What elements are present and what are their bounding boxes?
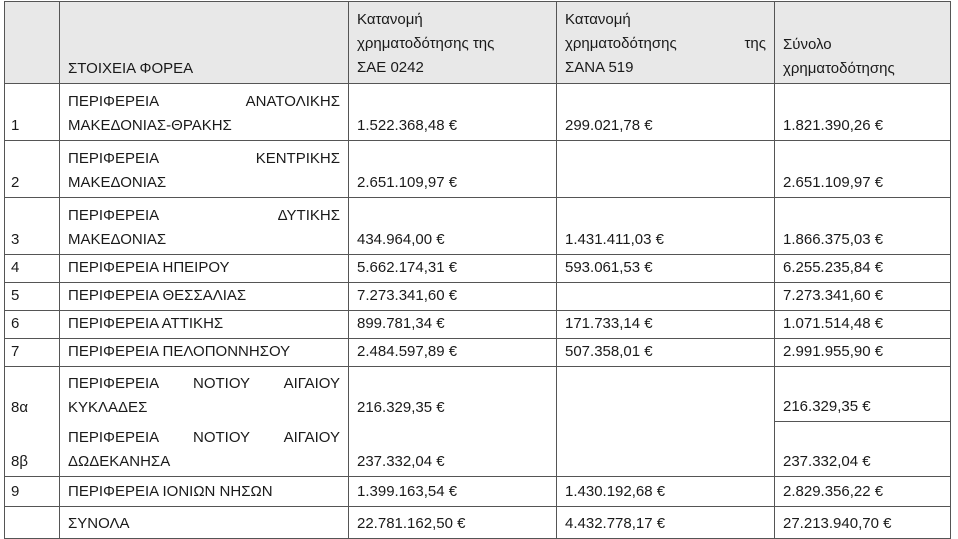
row-total: 1.866.375,03 €: [775, 198, 951, 255]
row-sana: 171.733,14 €: [557, 311, 775, 339]
row-entity: [60, 141, 349, 198]
header-index-cell: [5, 2, 60, 84]
header-total-line1: Σύνολο: [783, 36, 832, 53]
header-sae-line1: Κατανομή: [357, 11, 423, 28]
row-sae: 7.273.341,60 €: [349, 283, 557, 311]
row-sae: 216.329,35 €: [349, 367, 557, 422]
row-entity-line1: ΠΕΡΙΦΕΡΕΙΑ ΝΟΤΙΟΥ ΑΙΓΑΙΟΥ: [68, 374, 340, 392]
totals-label: ΣΥΝΟΛΑ: [60, 507, 349, 539]
totals-sana: 4.432.778,17 €: [557, 507, 775, 539]
row-entity: ΠΕΡΙΦΕΡΕΙΑ ΘΕΣΣΑΛΙΑΣ: [60, 283, 349, 311]
row-index: 5: [5, 283, 60, 311]
row-total: 1.821.390,26 €: [775, 84, 951, 141]
row-total: 6.255.235,84 €: [775, 255, 951, 283]
row-total: 2.651.109,97 €: [775, 141, 951, 198]
header-sana-line3: ΣΑΝΑ 519: [565, 59, 634, 76]
row-total: 237.332,04 €: [775, 422, 951, 477]
row-index: 8α: [5, 367, 60, 422]
row-entity: ΠΕΡΙΦΕΡΕΙΑ ΗΠΕΙΡΟΥ: [60, 255, 349, 283]
row-entity: [60, 198, 349, 255]
row-index: 7: [5, 339, 60, 367]
row-entity: ΠΕΡΙΦΕΡΕΙΑ ΙΟΝΙΩΝ ΝΗΣΩΝ: [60, 477, 349, 507]
row-entity: [60, 367, 349, 422]
row-total: 2.991.955,90 €: [775, 339, 951, 367]
table-row: [5, 367, 951, 422]
row-sae: 2.484.597,89 €: [349, 339, 557, 367]
row-entity-line2: ΚΥΚΛΑΔΕΣ: [68, 398, 148, 416]
row-index: 6: [5, 311, 60, 339]
header-row: [5, 2, 951, 84]
totals-sae: 22.781.162,50 €: [349, 507, 557, 539]
header-sae-line2: χρηματοδότησης της: [357, 35, 495, 52]
row-sae: 1.522.368,48 €: [349, 84, 557, 141]
totals-index-cell: [5, 507, 60, 539]
table-row: [5, 141, 951, 198]
row-entity-line2: ΜΑΚΕΔΟΝΙΑΣ: [68, 231, 167, 248]
table-row: [5, 311, 951, 339]
funding-table: [4, 1, 951, 539]
row-total: 216.329,35 €: [775, 367, 951, 422]
header-entity: ΣΤΟΙΧΕΙΑ ΦΟΡΕΑ: [60, 2, 349, 84]
row-sana: [557, 367, 775, 422]
header-sana-line1: Κατανομή: [565, 11, 631, 28]
row-sae: 899.781,34 €: [349, 311, 557, 339]
row-index: 2: [5, 141, 60, 198]
table-row: [5, 283, 951, 311]
row-entity: [60, 422, 349, 477]
header-sana-line2: χρηματοδότησης της: [565, 35, 766, 52]
row-sana: 507.358,01 €: [557, 339, 775, 367]
row-entity-line1: ΠΕΡΙΦΕΡΕΙΑ ΔΥΤΙΚΗΣ: [68, 207, 340, 224]
table-row: [5, 422, 951, 477]
table-row: [5, 477, 951, 507]
row-sana: 593.061,53 €: [557, 255, 775, 283]
row-sana: [557, 141, 775, 198]
row-entity-line1: ΠΕΡΙΦΕΡΕΙΑ ΝΟΤΙΟΥ ΑΙΓΑΙΟΥ: [68, 429, 340, 446]
table-row: [5, 198, 951, 255]
header-sana: [557, 2, 775, 84]
totals-total: 27.213.940,70 €: [775, 507, 951, 539]
row-index: 3: [5, 198, 60, 255]
row-index: 1: [5, 84, 60, 141]
row-sae: 237.332,04 €: [349, 422, 557, 477]
row-sae: 5.662.174,31 €: [349, 255, 557, 283]
header-total-line2: χρηματοδότησης: [783, 60, 895, 77]
header-total: [775, 2, 951, 84]
row-sae: 1.399.163,54 €: [349, 477, 557, 507]
row-sae: 2.651.109,97 €: [349, 141, 557, 198]
row-entity-line2: ΔΩΔΕΚΑΝΗΣΑ: [68, 453, 171, 470]
row-entity-line2: ΜΑΚΕΔΟΝΙΑΣ-ΘΡΑΚΗΣ: [68, 117, 232, 134]
row-index: 9: [5, 477, 60, 507]
row-index: 4: [5, 255, 60, 283]
row-sana: [557, 422, 775, 477]
row-entity: ΠΕΡΙΦΕΡΕΙΑ ΠΕΛΟΠΟΝΝΗΣΟΥ: [60, 339, 349, 367]
row-sae: 434.964,00 €: [349, 198, 557, 255]
table-row: [5, 255, 951, 283]
row-sana: 1.430.192,68 €: [557, 477, 775, 507]
totals-row: [5, 507, 951, 539]
row-total: 2.829.356,22 €: [775, 477, 951, 507]
row-sana: 299.021,78 €: [557, 84, 775, 141]
header-sae-line3: ΣΑΕ 0242: [357, 59, 424, 76]
table-row: [5, 339, 951, 367]
row-entity: [60, 84, 349, 141]
row-entity-line1: ΠΕΡΙΦΕΡΕΙΑ ΑΝΑΤΟΛΙΚΗΣ: [68, 93, 340, 110]
row-index: 8β: [5, 422, 60, 477]
row-sana: [557, 283, 775, 311]
row-total: 1.071.514,48 €: [775, 311, 951, 339]
row-sana: 1.431.411,03 €: [557, 198, 775, 255]
header-sae: [349, 2, 557, 84]
table-row: [5, 84, 951, 141]
row-total: 7.273.341,60 €: [775, 283, 951, 311]
row-entity-line1: ΠΕΡΙΦΕΡΕΙΑ ΚΕΝΤΡΙΚΗΣ: [68, 150, 340, 167]
row-entity: ΠΕΡΙΦΕΡΕΙΑ ΑΤΤΙΚΗΣ: [60, 311, 349, 339]
row-entity-line2: ΜΑΚΕΔΟΝΙΑΣ: [68, 174, 167, 191]
